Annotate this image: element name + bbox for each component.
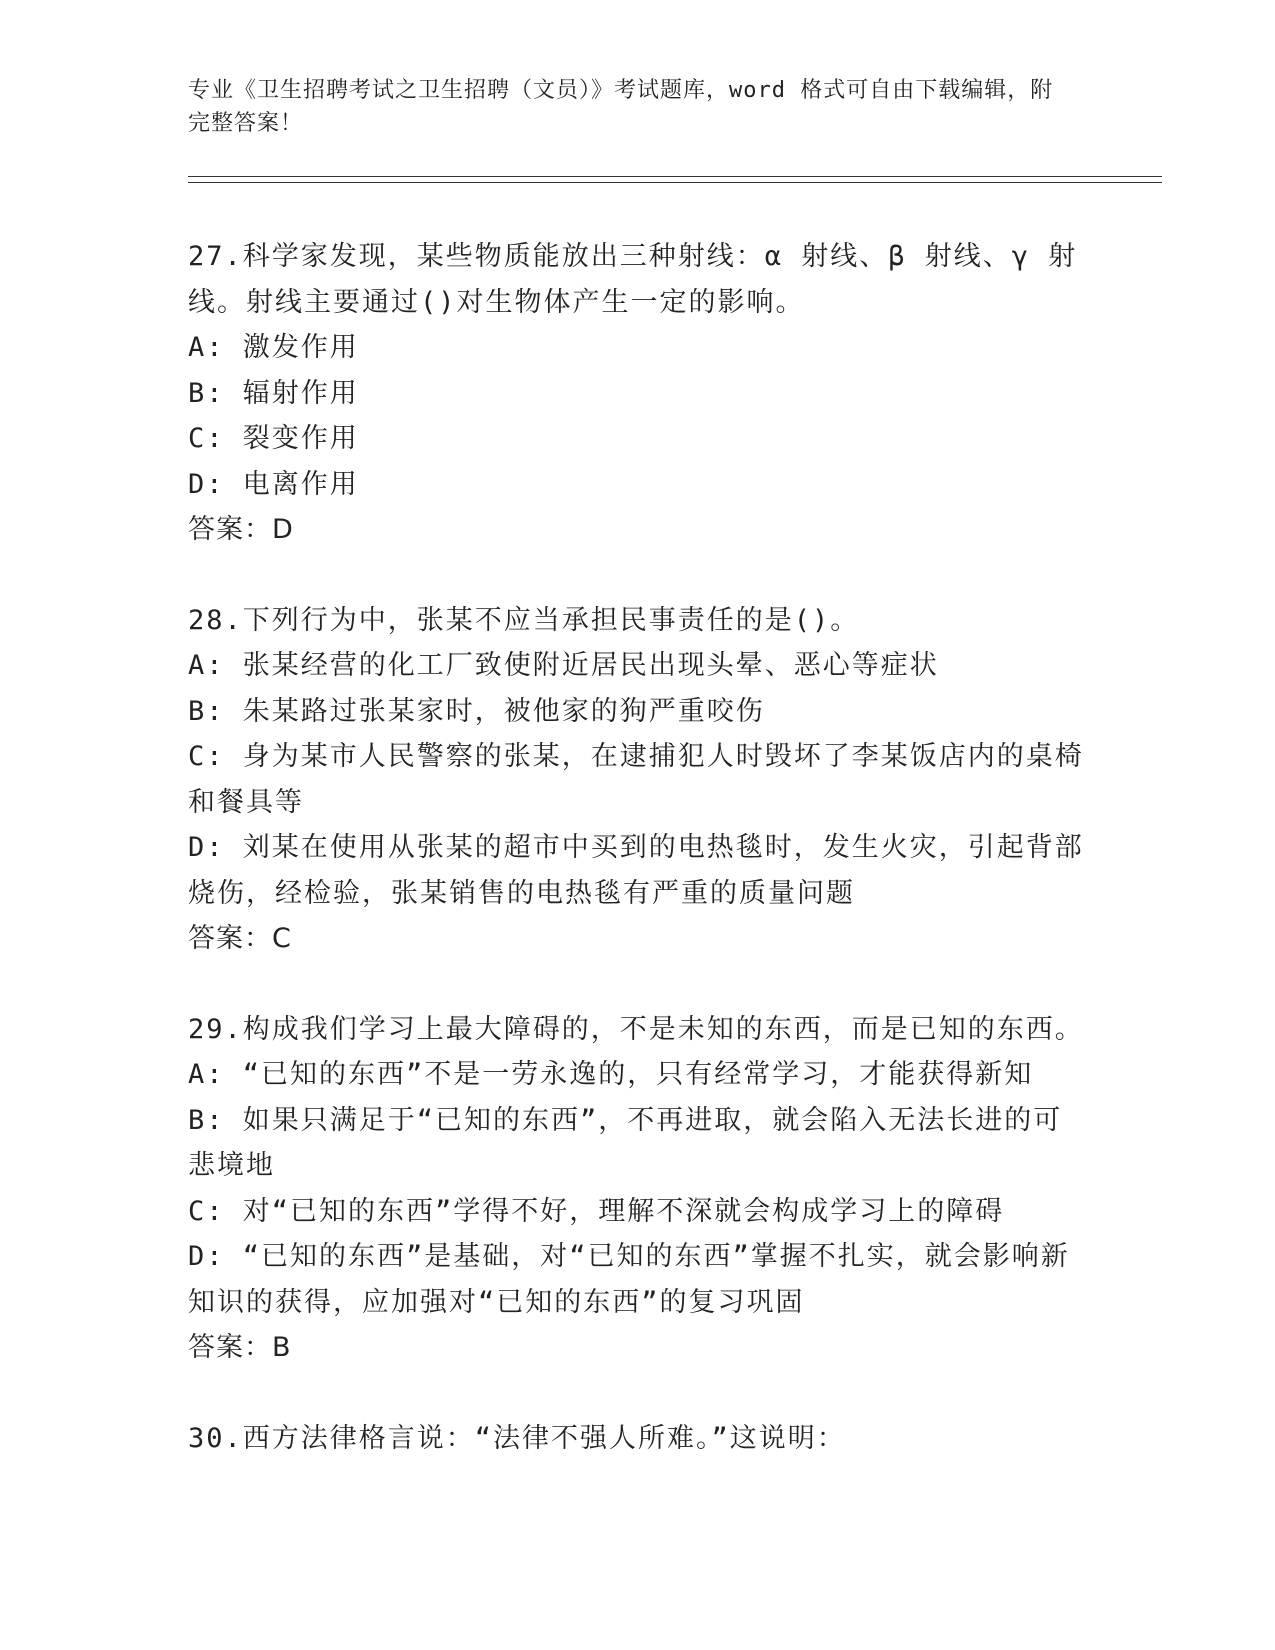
question-list [188, 234, 1088, 1506]
option-d: D: 刘某在使用从张某的超市中买到的电热毯时，发生火灾，引起背部烧伤，经检验，张某销售的电热毯有严重的质量问题 [188, 832, 1084, 909]
option-a: A: 激发作用 [188, 332, 359, 363]
question-text: 28.下列行为中，张某不应当承担民事责任的是()。 [188, 604, 860, 636]
answer-line: 答案：C [188, 923, 292, 954]
answer-line: 答案：B [188, 1332, 292, 1363]
question-28 [188, 598, 1088, 962]
question-text: 29.构成我们学习上最大障碍的，不是未知的东西，而是已知的东西。 [188, 1013, 1084, 1045]
option-c: C: 裂变作用 [188, 423, 359, 454]
question-text: 27.科学家发现，某些物质能放出三种射线：α 射线、β 射线、γ 射线。射线主要通过()对生物体产生一定的影响。 [188, 241, 1078, 318]
answer-line: 答案：D [188, 514, 294, 545]
option-c: C: 身为某市人民警察的张某，在逮捕犯人时毁坏了李某饭店内的桌椅和餐具等 [188, 741, 1084, 818]
header-text: 专业《卫生招聘考试之卫生招聘（文员）》考试题库，word 格式可自由下载编辑，附完整答案！ [188, 78, 1054, 136]
option-a: A: “已知的东西”不是一劳永逸的，只有经常学习，才能获得新知 [188, 1059, 1034, 1090]
option-b: B: 辐射作用 [188, 377, 359, 409]
option-b: B: 朱某路过张某家时，被他家的狗严重咬伤 [188, 695, 765, 727]
option-d: D: 电离作用 [188, 468, 359, 500]
option-d: D: “已知的东西”是基础，对“已知的东西”掌握不扎实，就会影响新知识的获得，应加强对“已知的东西”的复习巩固 [188, 1241, 1070, 1318]
option-c: C: 对“已知的东西”学得不好，理解不深就会构成学习上的障碍 [188, 1195, 1005, 1227]
question-27 [188, 234, 1088, 553]
option-b: B: 如果只满足于“已知的东西”，不再进取，就会陷入无法长进的可悲境地 [188, 1104, 1063, 1181]
question-text: 30.西方法律格言说：“法律不强人所难。”这说明： [188, 1422, 846, 1454]
question-29 [188, 1007, 1088, 1371]
question-30 [188, 1416, 1088, 1462]
header-double-rule [188, 176, 1162, 183]
option-a: A: 张某经营的化工厂致使附近居民出现头晕、恶心等症状 [188, 650, 939, 681]
